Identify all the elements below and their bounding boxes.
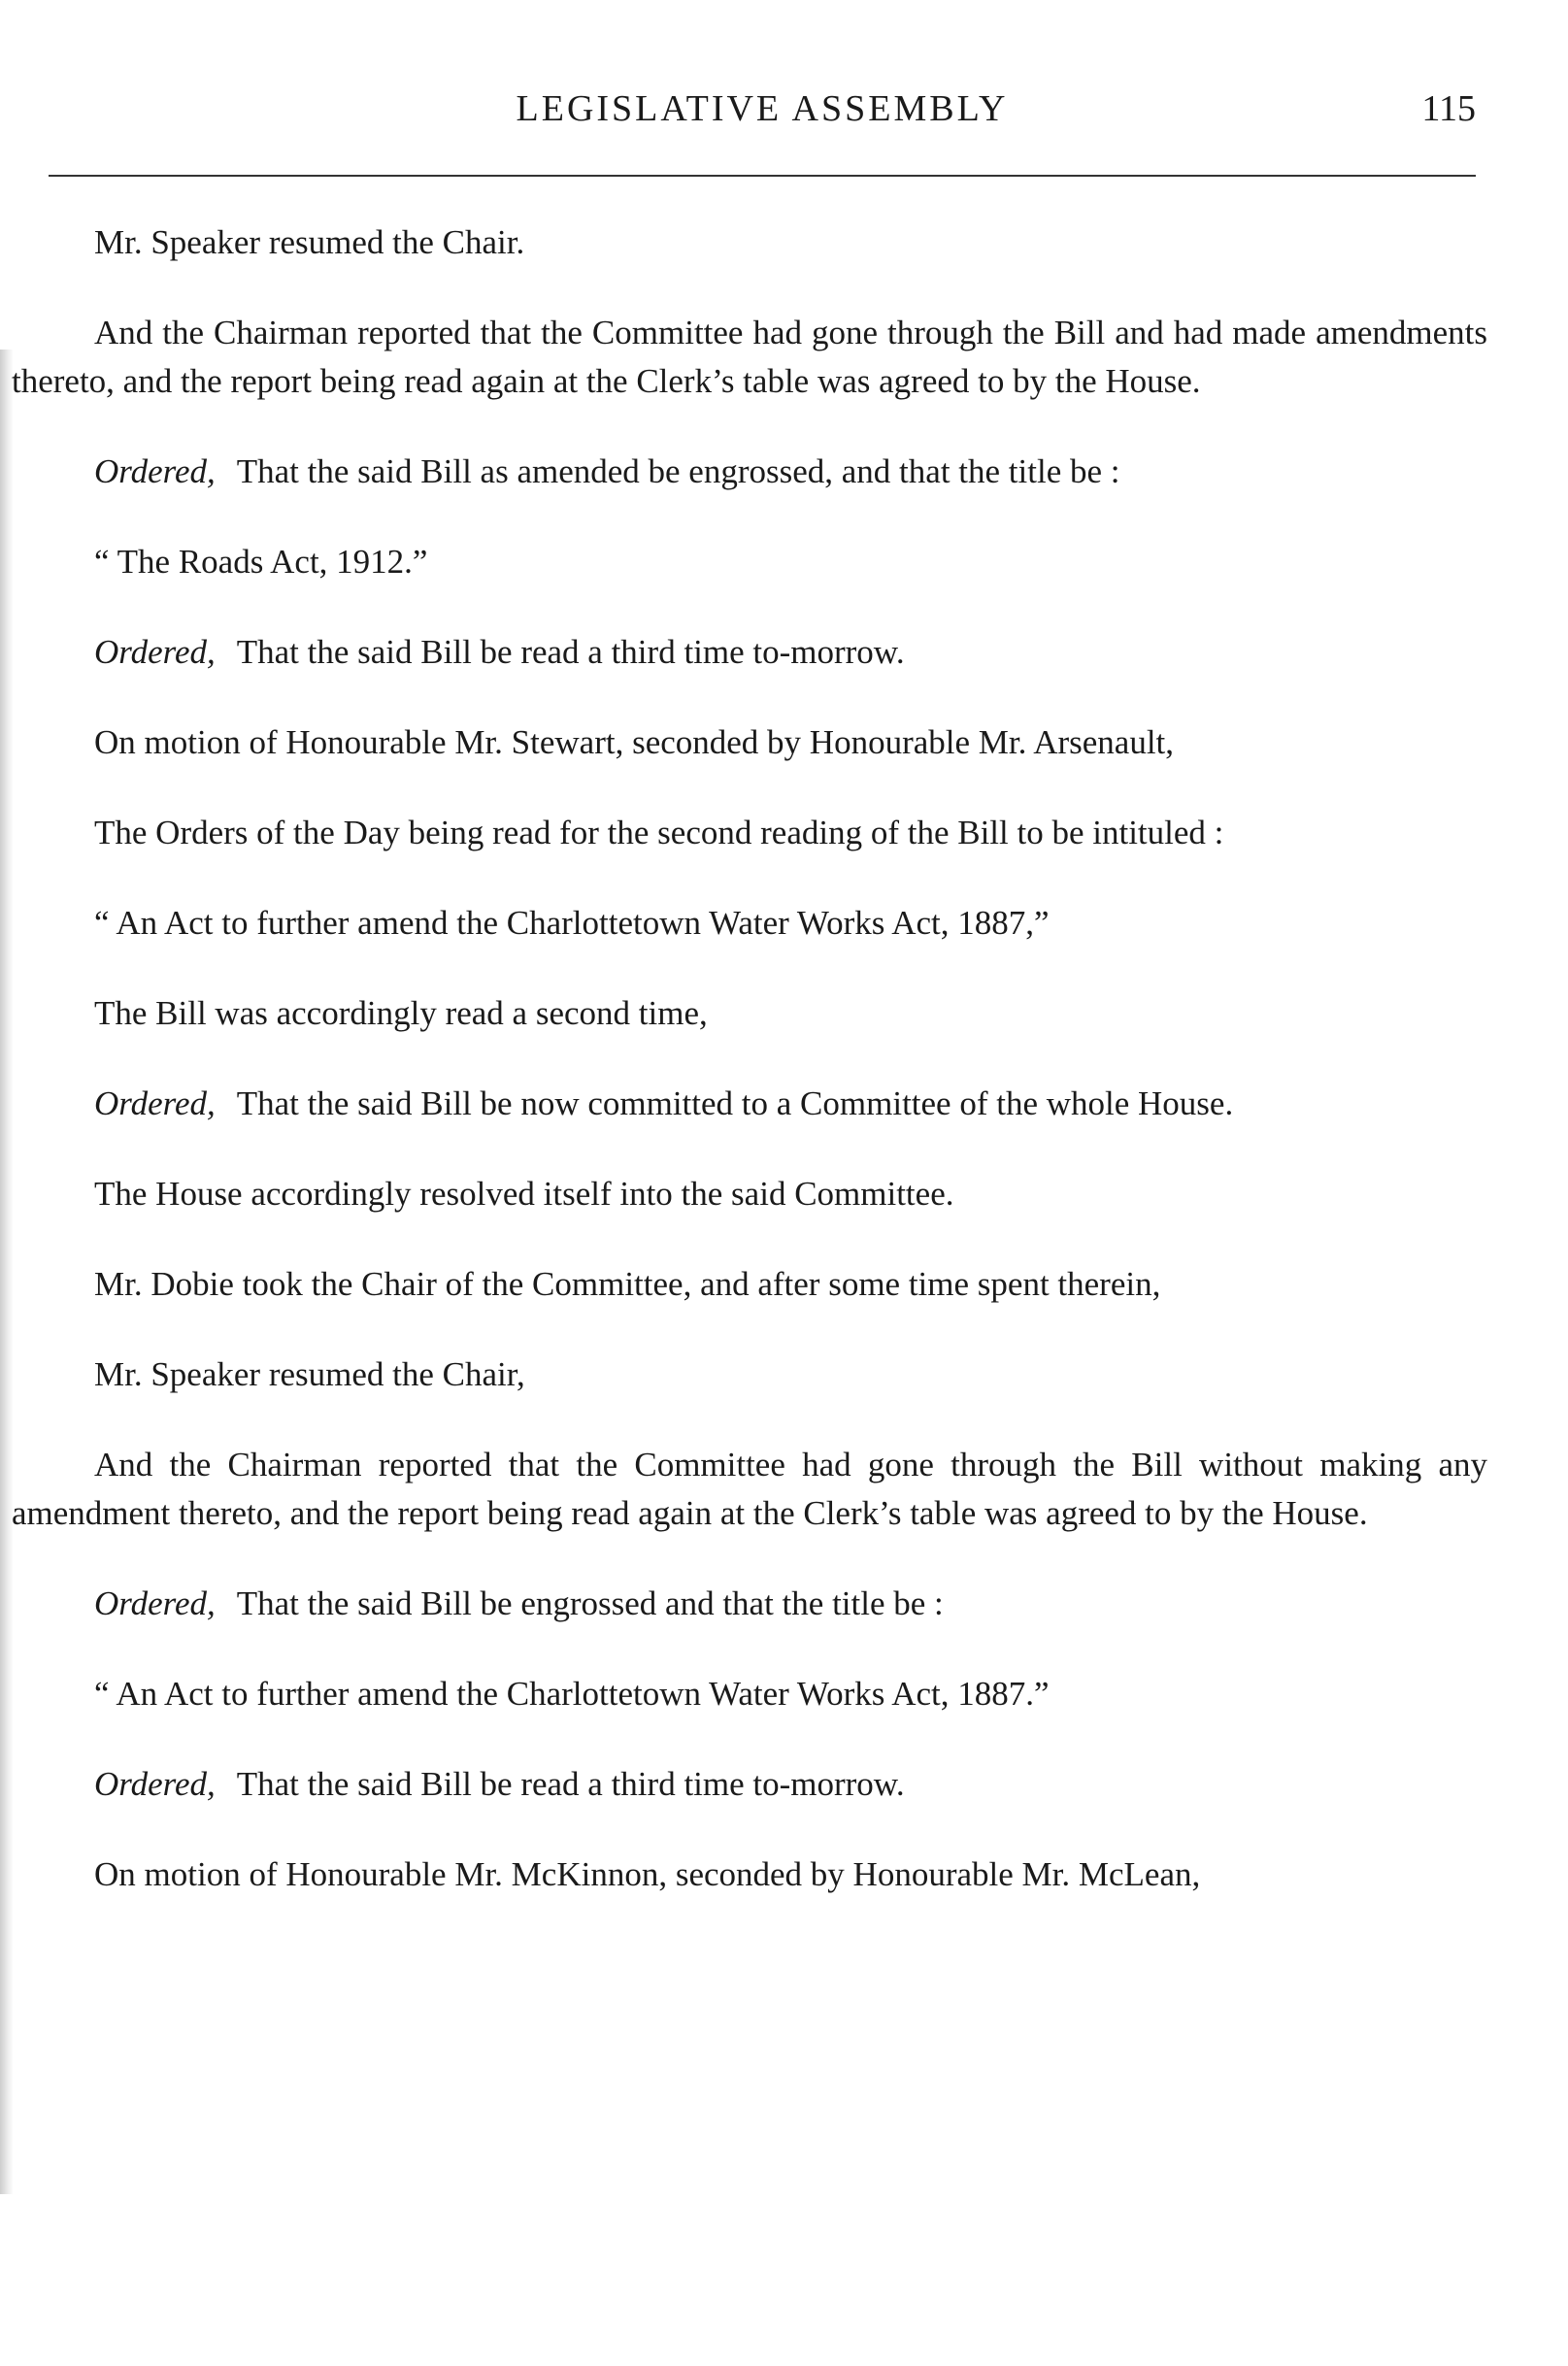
header-rule — [49, 175, 1476, 177]
page-number: 115 — [1421, 88, 1476, 129]
paragraph — [12, 1080, 1487, 1128]
paragraph-text: That the said Bill be now committed to a Committee of the whole House. — [236, 1084, 1234, 1122]
paragraph-text: “ The Roads Act, 1912.” — [94, 543, 428, 581]
paragraph-text: Mr. Dobie took the Chair of the Committee, and after some time spent therein, — [94, 1265, 1161, 1303]
paragraph — [12, 218, 1487, 267]
paragraph-text: The Bill was accordingly read a second time, — [94, 994, 708, 1032]
paragraph-text: Mr. Speaker resumed the Chair. — [94, 223, 525, 261]
running-head-title: LEGISLATIVE ASSEMBLY — [516, 88, 1009, 129]
paragraph — [12, 899, 1487, 948]
paragraph-text: And the Chairman reported that the Committee had gone through the Bill without making any amendment thereto, and the report being read again at the Clerk’s table was agreed to by the House. — [12, 1446, 1487, 1532]
body-text — [12, 218, 1487, 1941]
ordered-label: Ordered, — [94, 1765, 216, 1803]
paragraph — [12, 309, 1487, 406]
paragraph-text: That the said Bill as amended be engrossed, and that the title be : — [236, 452, 1120, 490]
paragraph — [12, 1170, 1487, 1218]
paragraph-text: On motion of Honourable Mr. Stewart, seconded by Honourable Mr. Arsenault, — [94, 723, 1175, 761]
paragraph-text: The Orders of the Day being read for the second reading of the Bill to be intituled : — [94, 814, 1224, 851]
ordered-label: Ordered, — [94, 1084, 216, 1122]
paragraph — [12, 1760, 1487, 1809]
paragraph — [12, 1260, 1487, 1309]
paragraph-text: The House accordingly resolved itself into the said Committee. — [94, 1175, 954, 1213]
paragraph — [12, 989, 1487, 1038]
paragraph-text: That the said Bill be read a third time to-morrow. — [236, 1765, 905, 1803]
paragraph — [12, 809, 1487, 857]
paragraph-text: That the said Bill be read a third time to-morrow. — [236, 633, 905, 671]
ordered-label: Ordered, — [94, 452, 216, 490]
page-header — [49, 87, 1476, 146]
paragraph-text: That the said Bill be engrossed and that the title be : — [236, 1584, 944, 1622]
paragraph — [12, 1580, 1487, 1628]
ordered-label: Ordered, — [94, 633, 216, 671]
ordered-label: Ordered, — [94, 1584, 216, 1622]
paragraph — [12, 1670, 1487, 1718]
paragraph-text: And the Chairman reported that the Committee had gone through the Bill and had made amendments thereto, and the report being read again at the Clerk’s table was agreed to by the House. — [12, 314, 1487, 400]
paragraph — [12, 628, 1487, 677]
paragraph-text: “ An Act to further amend the Charlottetown Water Works Act, 1887,” — [94, 904, 1050, 942]
paragraph — [12, 1850, 1487, 1899]
paragraph — [12, 1441, 1487, 1538]
paragraph — [12, 1350, 1487, 1399]
paragraph-text: On motion of Honourable Mr. McKinnon, seconded by Honourable Mr. McLean, — [94, 1855, 1201, 1893]
paragraph — [12, 448, 1487, 496]
paragraph-text: “ An Act to further amend the Charlottetown Water Works Act, 1887.” — [94, 1675, 1050, 1713]
paragraph-text: Mr. Speaker resumed the Chair, — [94, 1355, 525, 1393]
paragraph — [12, 538, 1487, 586]
paragraph — [12, 718, 1487, 767]
